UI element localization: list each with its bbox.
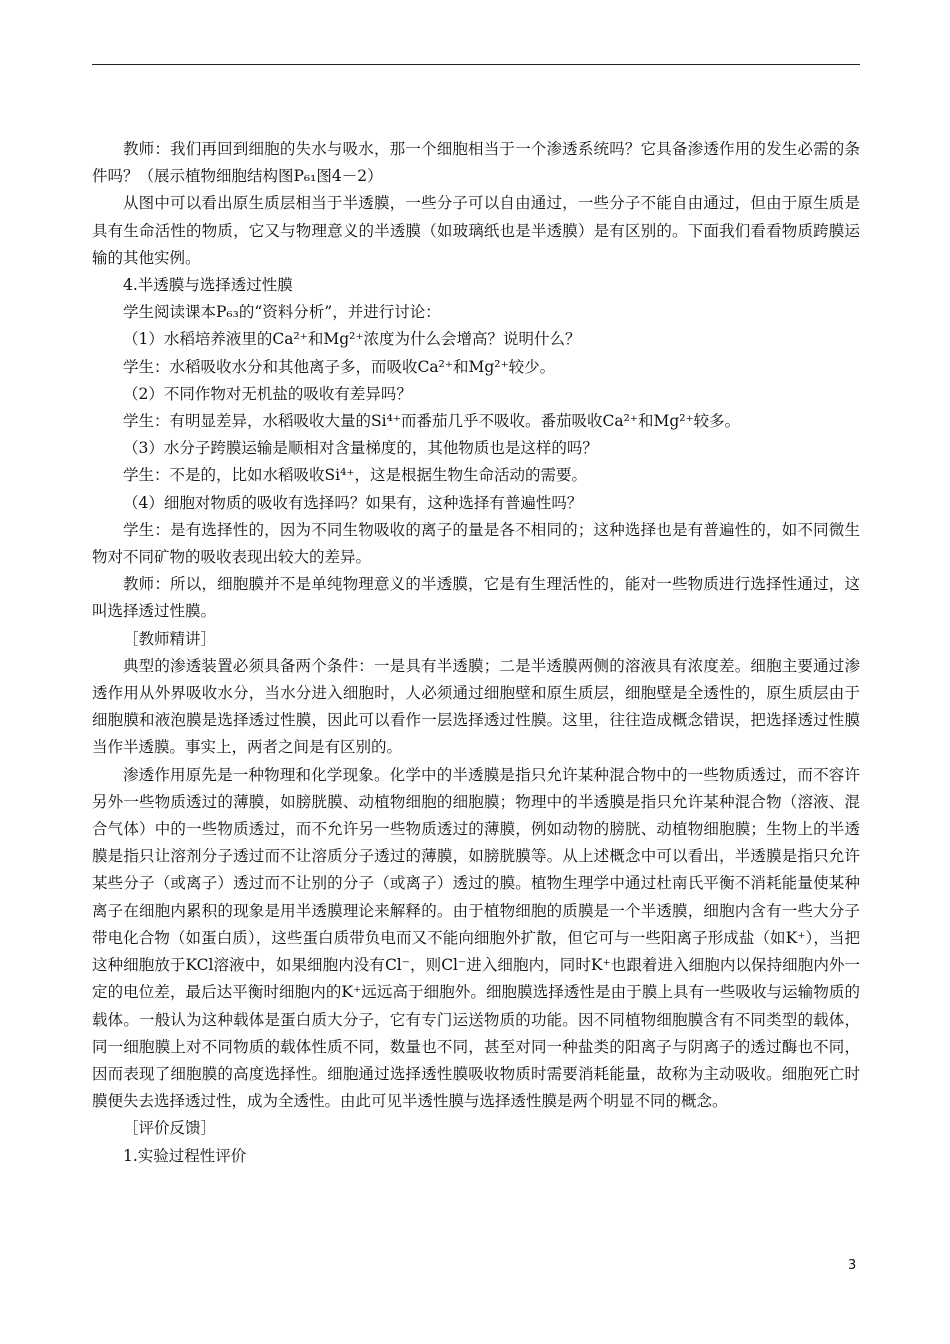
paragraph-figure-explanation: 从图中可以看出原生质层相当于半透膜，一些分子可以自由通过，一些分子不能自由通过，但由于原生质是具有生命活性的物质，它又与物理意义的半透膜（如玻璃纸也是半透膜）是有区别的。下面我们看看物质跨膜运输的其他实例。 xyxy=(92,194,860,267)
paragraph-osmosis-detail: 渗透作用原先是一种物理和化学现象。化学中的半透膜是指只允许某种混合物中的一些物质透过，而不容许另外一些物质透过的薄膜，如膀胱膜、动植物细胞的细胞膜；物理中的半透膜是指只允许某种混合物（溶液、混合气体）中的一些物质透过，而不允许另一些物质透过的薄膜，例如动物的膀胱、动植物细胞膜；生物上的半透膜是指只让溶剂分子透过而不让溶质分子透过的薄膜，如膀胱膜等。从上述概念中可以看出，半透膜是指只允许某些分子（或离子）透过而不让别的分子（或离子）透过的膜。植物生理学中通过杜南氏平衡不消耗能量使某种离子在细胞内累积的现象是用半透膜理论来解释的。由于植物细胞的质膜是一个半透膜，细胞内含有一些大分子带电化合物（如蛋白质），这些蛋白质带负电而又不能向细胞外扩散，但它可与一些阳离子形成盐（如K⁺），当把这种细胞放于KCl溶液中，如果细胞内没有Cl⁻，则Cl⁻进入细胞内，同时K⁺也跟着进入细胞内以保持细胞内外一定的电位差，最后达平衡时细胞内的K⁺远远高于细胞外。细胞膜选择透性是由于膜上具有一些吸收与运输物质的载体。一般认为这种载体是蛋白质大分子，它有专门运送物质的功能。因不同植物细胞膜含有不同类型的载体，同一细胞膜上对不同物质的载体性质不同，数量也不同，甚至对同一种盐类的阳离子与阴离子的透过酶也不同，因而表现了细胞膜的高度选择性。细胞通过选择透性膜吸收物质时需要消耗能量，故称为主动吸收。细胞死亡时膜便失去选择透过性，成为全透性。由此可见半透性膜与选择透性膜是两个明显不同的概念。 xyxy=(92,765,860,1111)
paragraph-osmosis-device: 典型的渗透装置必须具备两个条件：一是具有半透膜；二是半透膜两侧的溶液具有浓度差。细胞主要通过渗透作用从外界吸收水分，当水分进入细胞时，人必须通过细胞壁和原生质层，细胞壁是全透性的，原生质层由于细胞膜和液泡膜是选择透过性膜，因此可以看作一层选择透过性膜。这里，往往造成概念错误，把选择透过性膜当作半透膜。事实上，两者之间是有区别的。 xyxy=(92,656,860,757)
question-3: （3）水分子跨膜运输是顺相对含量梯度的，其他物质也是这样的吗？ xyxy=(123,439,598,458)
document-body xyxy=(92,136,860,1170)
heading-teacher-lecture: ［教师精讲］ xyxy=(123,629,217,648)
paragraph-teacher-summary: 教师：所以，细胞膜并不是单纯物理意义的半透膜，它是有生理活性的，能对一些物质进行选择性通过，这叫选择透过性膜。 xyxy=(92,575,860,621)
heading-evaluation: ［评价反馈］ xyxy=(123,1119,217,1138)
section-heading-4: 4.半透膜与选择透过性膜 xyxy=(123,276,293,295)
page-number: 3 xyxy=(848,1258,857,1273)
paragraph-teacher-question: 教师：我们再回到细胞的失水与吸水，那一个细胞相当于一个渗透系统吗？它具备渗透作用的发生必需的条件吗？（展示植物细胞结构图P₆₁图4－2） xyxy=(92,140,860,186)
paragraph-reading-task: 学生阅读课本P₆₃的“资料分析”，并进行讨论： xyxy=(123,303,441,322)
answer-4: 学生：是有选择性的，因为不同生物吸收的离子的量是各不相同的；这种选择也是有普遍性的，如不同微生物对不同矿物的吸收表现出较大的差异。 xyxy=(92,520,860,567)
question-4: （4）细胞对物质的吸收有选择吗？如果有，这种选择有普遍性吗？ xyxy=(123,493,583,512)
answer-2: 学生：有明显差异，水稻吸收大量的Si⁴⁺而番茄几乎不吸收。番茄吸收Ca²⁺和Mg²⁺较多。 xyxy=(123,412,741,431)
answer-3: 学生：不是的，比如水稻吸收Si⁴⁺，这是根据生物生命活动的需要。 xyxy=(123,466,587,485)
header-rule xyxy=(92,64,860,65)
question-2: （2）不同作物对无机盐的吸收有差异吗？ xyxy=(123,384,412,403)
answer-1: 学生：水稻吸收水分和其他离子多，而吸收Ca²⁺和Mg²⁺较少。 xyxy=(123,357,556,376)
heading-evaluation-item-1: 1.实验过程性评价 xyxy=(123,1146,247,1165)
question-1: （1）水稻培养液里的Ca²⁺和Mg²⁺浓度为什么会增高？说明什么？ xyxy=(123,330,581,349)
